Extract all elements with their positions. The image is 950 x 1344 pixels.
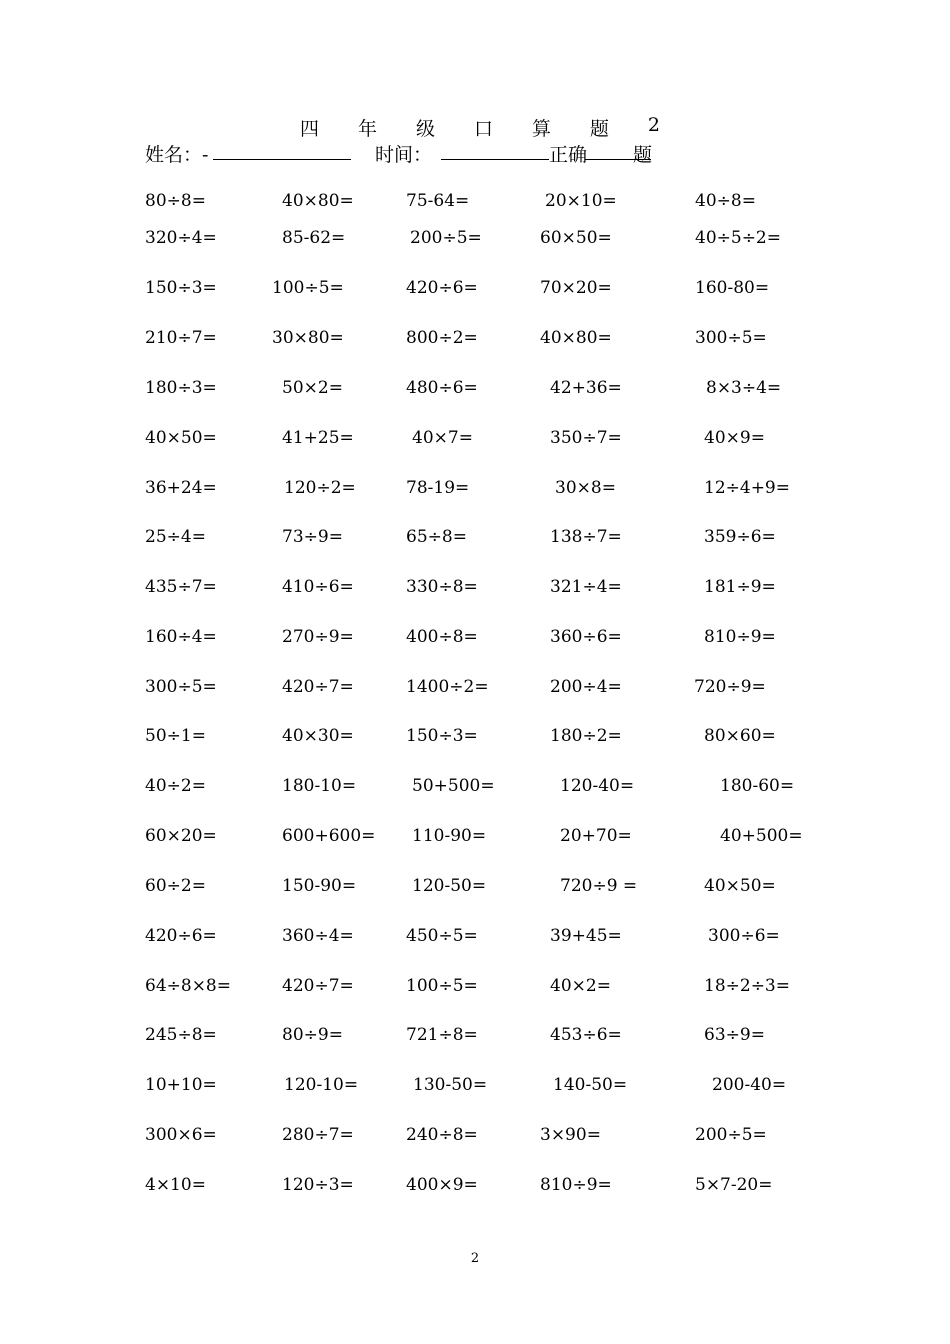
problem-item: 480÷6=: [406, 378, 478, 398]
problem-item: 200-40=: [712, 1075, 787, 1095]
problem-item: 180÷2=: [550, 726, 622, 746]
problem-item: 160-80=: [695, 278, 770, 298]
problem-item: 150÷3=: [145, 278, 217, 298]
title-char: 2: [647, 114, 660, 136]
problem-item: 40×2=: [550, 976, 611, 996]
problem-item: 20+70=: [560, 826, 632, 846]
problem-item: 200÷5=: [695, 1125, 767, 1145]
problem-item: 12÷4+9=: [704, 478, 790, 498]
problem-item: 359÷6=: [704, 527, 776, 547]
title-char: 算: [531, 118, 551, 140]
problem-item: 30×8=: [555, 478, 616, 498]
problem-item: 130-50=: [413, 1075, 488, 1095]
problem-item: 80÷9=: [282, 1025, 343, 1045]
problem-item: 360÷4=: [282, 926, 354, 946]
problem-item: 810÷9=: [704, 627, 776, 647]
problem-item: 64÷8×8=: [145, 976, 231, 996]
problem-item: 450÷5=: [406, 926, 478, 946]
problem-item: 63÷9=: [704, 1025, 765, 1045]
problem-item: 160÷4=: [145, 627, 217, 647]
problem-item: 100÷5=: [272, 278, 344, 298]
questions-label: 题: [633, 144, 653, 166]
problem-item: 40×9=: [704, 428, 765, 448]
problem-item: 300×6=: [145, 1125, 217, 1145]
problem-item: 180-10=: [282, 776, 357, 796]
problem-item: 721÷8=: [406, 1025, 478, 1045]
problem-item: 435÷7=: [145, 577, 217, 597]
problem-item: 245÷8=: [145, 1025, 217, 1045]
problem-item: 120÷2=: [284, 478, 356, 498]
problem-item: 420÷6=: [145, 926, 217, 946]
name-blank: [213, 140, 351, 165]
problem-item: 40×80=: [540, 328, 612, 348]
problem-item: 181÷9=: [704, 577, 776, 597]
problem-item: 20×10=: [545, 191, 617, 211]
page-number: 2: [470, 1251, 480, 1266]
name-label: 姓名：-: [145, 144, 209, 166]
problem-item: 40÷5÷2=: [695, 228, 781, 248]
problem-item: 330÷8=: [406, 577, 478, 597]
problem-item: 321÷4=: [550, 577, 622, 597]
problem-item: 80×60=: [704, 726, 776, 746]
problem-item: 200÷5=: [410, 228, 482, 248]
problem-item: 40×50=: [145, 428, 217, 448]
problem-item: 4×10=: [145, 1175, 206, 1195]
problem-item: 78-19=: [406, 478, 470, 498]
problem-item: 40×30=: [282, 726, 354, 746]
time-blank: [441, 140, 549, 165]
problem-item: 140-50=: [553, 1075, 628, 1095]
problem-item: 120-40=: [560, 776, 635, 796]
problem-item: 400÷8=: [406, 627, 478, 647]
problem-item: 42+36=: [550, 378, 622, 398]
problem-item: 600+600=: [282, 826, 376, 846]
problem-item: 8×3÷4=: [706, 378, 782, 398]
problem-item: 40×80=: [282, 191, 354, 211]
problem-item: 350÷7=: [550, 428, 622, 448]
problem-item: 75-64=: [406, 191, 470, 211]
problem-item: 60×50=: [540, 228, 612, 248]
problem-item: 180÷3=: [145, 378, 217, 398]
problem-item: 410÷6=: [282, 577, 354, 597]
problem-item: 150÷3=: [406, 726, 478, 746]
problem-item: 300÷5=: [145, 677, 217, 697]
problem-item: 36+24=: [145, 478, 217, 498]
problem-item: 41+25=: [282, 428, 354, 448]
problem-item: 810÷9=: [540, 1175, 612, 1195]
correct-label: 正确: [549, 144, 588, 166]
problem-item: 138÷7=: [550, 527, 622, 547]
problem-item: 420÷7=: [282, 677, 354, 697]
problem-item: 800÷2=: [406, 328, 478, 348]
problem-item: 420÷7=: [282, 976, 354, 996]
problem-item: 400×9=: [406, 1175, 478, 1195]
problem-item: 60÷2=: [145, 876, 206, 896]
problem-item: 120÷3=: [282, 1175, 354, 1195]
problem-item: 39+45=: [550, 926, 622, 946]
problem-item: 50+500=: [412, 776, 495, 796]
problem-item: 3×90=: [540, 1125, 601, 1145]
time-label: 时间：: [375, 144, 433, 166]
problem-item: 360÷6=: [550, 627, 622, 647]
problem-item: 210÷7=: [145, 328, 217, 348]
problem-item: 240÷8=: [406, 1125, 478, 1145]
title-char: 四: [300, 118, 320, 140]
problem-item: 120-50=: [412, 876, 487, 896]
problem-item: 720÷9 =: [560, 876, 638, 896]
problem-item: 100÷5=: [406, 976, 478, 996]
problem-item: 420÷6=: [406, 278, 478, 298]
problem-item: 150-90=: [282, 876, 357, 896]
problem-item: 60×20=: [145, 826, 217, 846]
problem-item: 80÷8=: [145, 191, 206, 211]
problem-item: 5×7-20=: [695, 1175, 773, 1195]
problem-item: 120-10=: [284, 1075, 359, 1095]
title-char: 口: [473, 118, 493, 140]
problem-item: 320÷4=: [145, 228, 217, 248]
problem-item: 40÷2=: [145, 776, 206, 796]
title-char: 级: [415, 118, 435, 140]
problem-item: 40+500=: [720, 826, 803, 846]
problem-item: 1400÷2=: [406, 677, 489, 697]
problem-item: 300÷6=: [708, 926, 780, 946]
problem-item: 50÷1=: [145, 726, 206, 746]
problem-item: 40×50=: [704, 876, 776, 896]
problem-item: 280÷7=: [282, 1125, 354, 1145]
problem-item: 270÷9=: [282, 627, 354, 647]
title-char: 题: [589, 118, 609, 140]
title-char: 年: [357, 118, 377, 140]
problem-item: 200÷4=: [550, 677, 622, 697]
problem-item: 180-60=: [720, 776, 795, 796]
problem-item: 300÷5=: [695, 328, 767, 348]
problem-item: 70×20=: [540, 278, 612, 298]
problem-item: 30×80=: [272, 328, 344, 348]
problem-item: 110-90=: [412, 826, 487, 846]
problem-item: 720÷9=: [694, 677, 766, 697]
problem-item: 40÷8=: [695, 191, 756, 211]
problem-item: 50×2=: [282, 378, 343, 398]
problem-item: 65÷8=: [406, 527, 467, 547]
problem-item: 85-62=: [282, 228, 346, 248]
worksheet-title: [300, 114, 660, 140]
problem-item: 40×7=: [412, 428, 473, 448]
problem-item: 10+10=: [145, 1075, 217, 1095]
problem-item: 73÷9=: [282, 527, 343, 547]
problem-item: 25÷4=: [145, 527, 206, 547]
problem-item: 453÷6=: [550, 1025, 622, 1045]
problem-item: 18÷2÷3=: [704, 976, 790, 996]
